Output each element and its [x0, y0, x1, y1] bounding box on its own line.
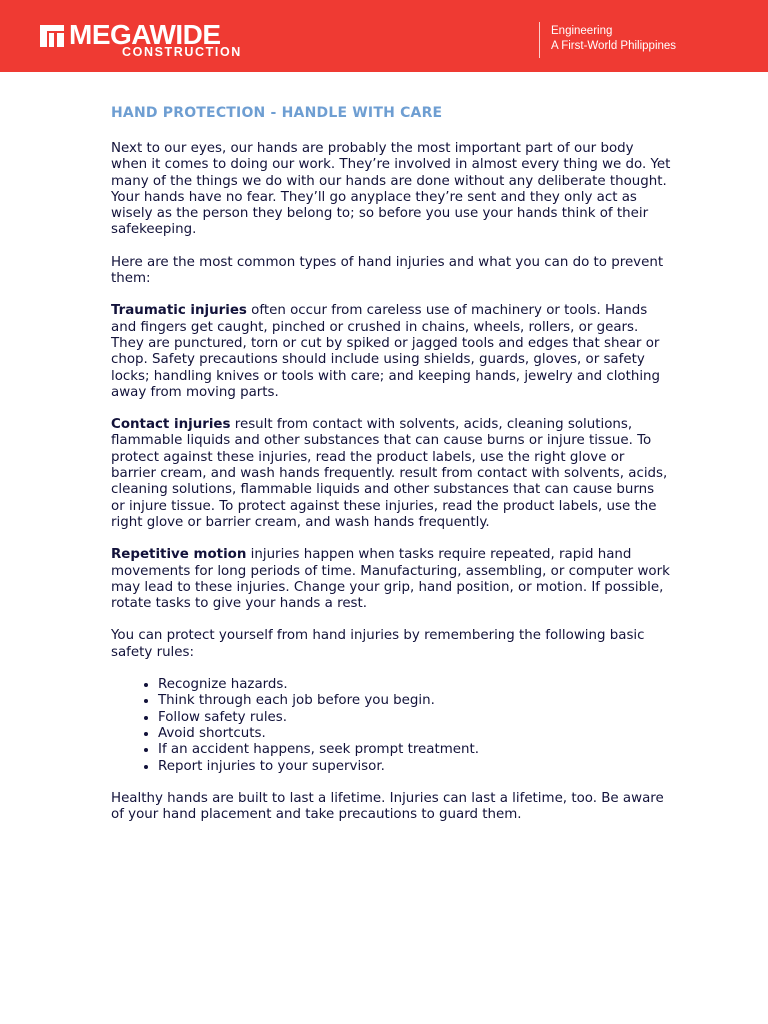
rules-lead-paragraph: You can protect yourself from hand injuries by remembering the following basic safety rules:	[111, 628, 645, 660]
traumatic-text: often occur from careless use of machinery or tools. Hands and fingers get caught, pinched or crushed in chains, wheels, rollers, or gears. They are punctured, torn or cut by spiked or jagged tools and edges that shear or chop. Safety precautions should include using shields, guards, gloves, or safety locks; handling knives or tools with care; and keeping hands, jewelry and clothing away from moving parts.	[111, 303, 661, 400]
tagline	[551, 24, 676, 54]
contact-term: Contact injuries	[111, 417, 231, 433]
list-item: • Recognize hazards.	[158, 677, 671, 693]
repetitive-term: Repetitive motion	[111, 547, 247, 563]
contact-paragraph	[111, 417, 671, 531]
lead-paragraph: Here are the most common types of hand injuries and what you can do to prevent them:	[111, 254, 664, 287]
megawide-logo-icon	[40, 25, 64, 47]
list-item: • Report injuries to your supervisor.	[158, 759, 671, 775]
document-body	[111, 104, 671, 839]
traumatic-term: Traumatic injuries	[111, 303, 247, 319]
header-divider	[539, 22, 540, 58]
list-item: • Follow safety rules.	[158, 710, 671, 726]
safety-rules-list	[111, 677, 671, 775]
brand-name: MEGAWIDE	[69, 19, 221, 50]
megawide-logo	[40, 19, 265, 62]
repetitive-text: injuries happen when tasks require repeated, rapid hand movements for long periods of time. Manufacturing, assembling, or computer work may lead to these injuries. Change your grip, hand position, or motion. If possible, rotate tasks to give your hands a rest.	[111, 547, 670, 612]
list-item: • Think through each job before you begin.	[158, 693, 671, 709]
intro-paragraph: Next to our eyes, our hands are probably the most important part of our body when it comes to doing our work. They’re involved in almost every thing we do. Yet many of the things we do with our hands are done without any deliberate thought. Your hands have no fear. They’ll go anyplace they’re sent and they only act as wisely as the person they belong to; so before you use your hands think of their safekeeping.	[111, 141, 671, 238]
header-banner	[0, 0, 768, 72]
brand-subtitle: CONSTRUCTION	[122, 45, 242, 59]
contact-text: result from contact with solvents, acids, cleaning solutions, flammable liquids and other substances that can cause burns or injure tissue. To protect against these injuries, read the product labels, use the right glove or barrier cream, and wash hands frequently. result from contact with solvents, acids, cleaning solutions, flammable liquids and other substances that can cause burns or injure tissue. To protect against these injuries, read the product labels, use the right glove or barrier cream, and wash hands frequently.	[111, 417, 668, 530]
tagline-line-1: Engineering	[551, 25, 613, 37]
list-item: • Avoid shortcuts.	[158, 726, 671, 742]
repetitive-paragraph	[111, 547, 671, 612]
list-item: • If an accident happens, seek prompt treatment.	[158, 742, 671, 758]
traumatic-paragraph	[111, 303, 671, 401]
tagline-line-2: A First-World Philippines	[551, 40, 677, 52]
document-title: HAND PROTECTION - HANDLE WITH CARE	[111, 105, 443, 121]
closing-paragraph: Healthy hands are built to last a lifetime. Injuries can last a lifetime, too. Be aware of your hand placement and take precautions to guard them.	[111, 790, 664, 823]
